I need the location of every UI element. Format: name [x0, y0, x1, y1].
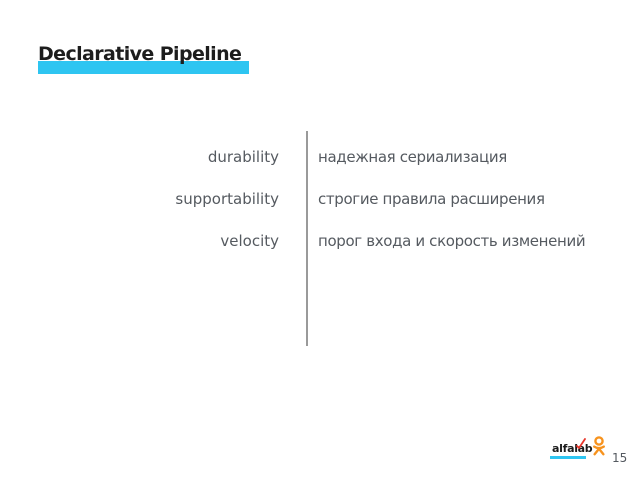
- description-supportability: строгие правила расширения: [318, 190, 545, 208]
- alfalab-logo-text: alfalab: [552, 442, 593, 455]
- page-number: 15: [612, 451, 628, 465]
- term-supportability: supportability: [175, 190, 279, 208]
- term-durability: durability: [207, 148, 279, 166]
- description-durability: надежная сериализация: [318, 148, 507, 166]
- alfalab-check-mark-icon: [576, 437, 586, 449]
- descriptions-column: [318, 143, 585, 269]
- odnoklassniki-logo-icon: [592, 436, 606, 456]
- terms-column: [175, 143, 279, 269]
- term-velocity: velocity: [220, 232, 279, 250]
- title-block: [38, 42, 241, 66]
- column-divider: [306, 131, 308, 346]
- alfalab-accent-bar: [550, 456, 586, 459]
- slide-title: Declarative Pipeline: [38, 43, 242, 65]
- description-velocity: порог входа и скорость изменений: [318, 232, 586, 250]
